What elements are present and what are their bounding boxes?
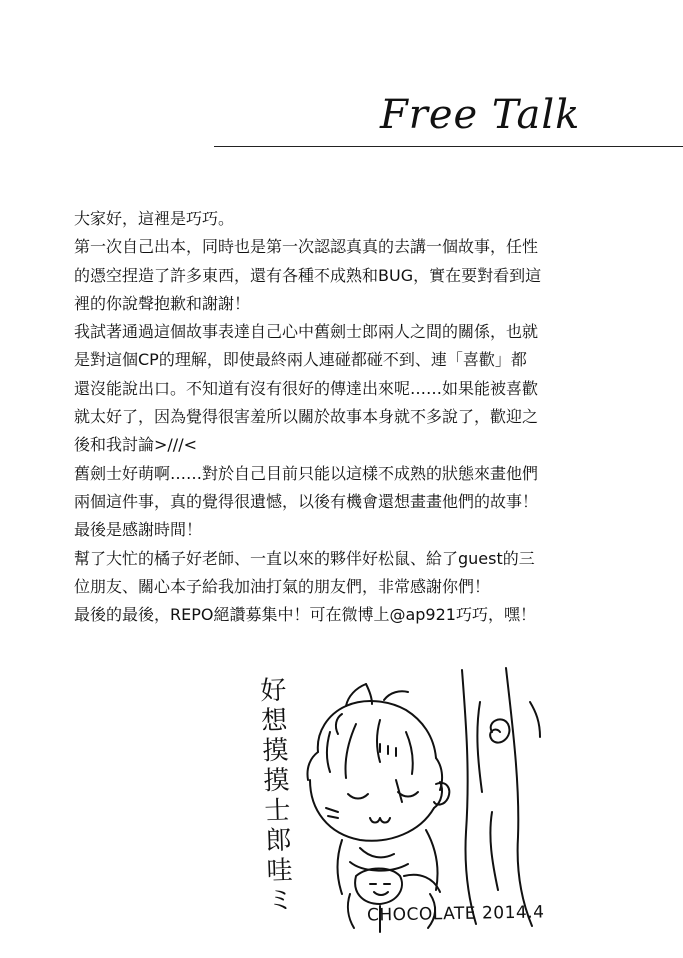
title-underline	[214, 146, 683, 147]
body-line: 大家好，這裡是巧巧。	[74, 209, 235, 228]
handwritten-char: 摸	[262, 765, 290, 797]
body-line: 裡的你說聲抱歉和謝謝！	[74, 293, 251, 313]
character-hair-drawing	[307, 684, 442, 790]
handwritten-char: 哇	[266, 855, 294, 887]
body-line: 幫了大忙的橘子好老師、一直以來的夥伴好松鼠、給了guest的三	[74, 548, 535, 568]
free-talk-body	[74, 205, 614, 629]
body-line: 最後的最後，REPO絕讚募集中！可在微博上@ap921巧巧，嘿！	[74, 605, 536, 625]
handwritten-char: 想	[260, 705, 288, 737]
body-line: 兩個這件事，真的覺得很遺憾，以後有機會還想畫畫他們的故事！	[74, 491, 539, 511]
artist-signature: CHOCOLATE 2014.4	[366, 902, 545, 926]
body-line: 位朋友、關心本子給我加油打氣的朋友們，非常感謝你們！	[74, 576, 491, 596]
body-line: 我試著通過這個故事表達自己心中舊劍士郎兩人之間的關係，也就	[74, 322, 539, 342]
body-line: 的憑空捏造了許多東西，還有各種不成熟和BUG，實在要對看到這	[74, 265, 542, 285]
page-title: Free Talk	[380, 92, 581, 138]
handwritten-char: ミ	[267, 885, 295, 917]
handwritten-caption	[250, 675, 304, 916]
body-line: 就太好了，因為覺得很害羞所以關於故事本身就不多說了，歡迎之	[74, 407, 539, 427]
body-line: 第一次自己出本，同時也是第一次認認真真的去講一個故事，任性	[74, 237, 539, 257]
body-line: 舊劍士好萌啊……對於自己目前只能以這樣不成熟的狀態來畫他們	[74, 463, 539, 483]
body-line: 是對這個CP的理解，即使最終兩人連碰都碰不到、連「喜歡」都	[74, 350, 527, 370]
tree-trunk-drawing	[462, 668, 540, 926]
body-line: 後和我討論>///<	[74, 435, 197, 455]
handwritten-char: 士	[263, 795, 292, 827]
handwritten-char: 郎	[265, 825, 293, 857]
body-line: 還沒能說出口。不知道有沒有很好的傳達出來呢……如果能被喜歡	[74, 378, 539, 398]
body-line: 最後是感謝時間！	[74, 520, 203, 540]
handwritten-char: 摸	[261, 735, 289, 767]
handwritten-char: 好	[259, 675, 287, 707]
